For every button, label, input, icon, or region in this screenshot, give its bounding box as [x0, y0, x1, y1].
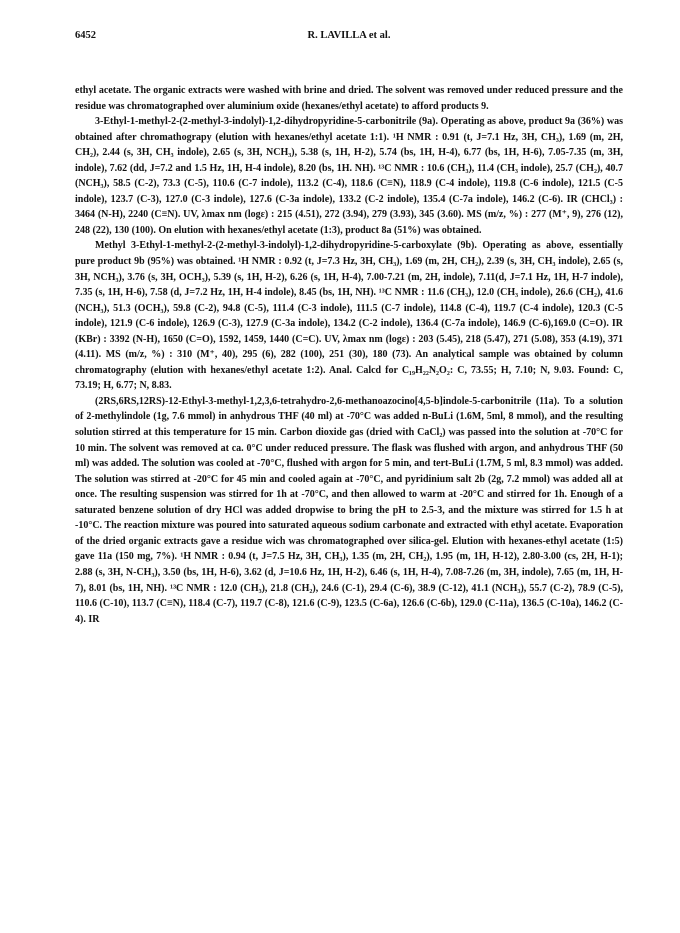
article-body — [75, 83, 623, 627]
paragraph-workup: ethyl acetate. The organic extracts were washed with brine and dried. The solvent was removed under reduced pressure and the residue was chromatographed over aluminium oxide (hexanes/ethyl acetate) to afford products 9. — [75, 85, 623, 112]
paragraph-compound-9a: 3-Ethyl-1-methyl-2-(2-methyl-3-indolyl)-1,2-dihydropyridine-5-carbonitrile (9a). Operating as above, product 9a (36%) was obtained after chromathograpy (elution with hexanes/ethyl acetate 1:1). ¹H NMR : 0.91 (t, J=7.1 Hz, 3H, CH₃), 1.69 (m, 2H, CH₂), 2.44 (s, 3H, CH₃ indole), 2.65 (s, 3H, NCH₃), 5.38 (s, 1H, H-2), 5.74 (bs, 1H, H-4), 6.77 (bs, 1H, H-6), 7.05-7.35 (m, 3H, indole), 7.62 (dd, J=7.2 and 1.5 Hz, 1H, H-4 indole), 8.20 (bs, 1H. NH). ¹³C NMR : 10.6 (CH₃), 11.4 (CH₃ indole), 25.7 (CH₂), 40.7 (NCH₃), 58.5 (C-2), 73.3 (C-5), 110.6 (C-7 indole), 113.2 (C-4), 118.6 (C≡N), 118.9 (C-4 indole), 119.8 (C-6 indole), 121.5 (C-5 indole), 123.7 (C-3), 127.0 (C-3 indole), 127.6 (C-3a indole), 133.2 (C-2 indole), 135.4 (C-7a indole), 146.2 (C-6). IR (CHCl₃) : 3464 (N-H), 2240 (C≡N). UV, λmax nm (logε) : 215 (4.51), 272 (3.94), 279 (3.93), 345 (3.60). MS (m/z, %) : 277 (M⁺, 9), 276 (12), 248 (22), 130 (100). On elution with hexanes/ethyl acetate (1:3), product 8a (51%) was obtained. — [75, 116, 623, 236]
running-head: R. LAVILLA et al. — [307, 30, 391, 41]
paragraph-compound-9b: Methyl 3-Ethyl-1-methyl-2-(2-methyl-3-indolyl)-1,2-dihydropyridine-5-carboxylate (9b). Operating as above, essentially pure product 9b (95%) was obtained. ¹H NMR : 0.92 (t, J=7.3 Hz, 3H, CH₃), 1.69 (m, 2H, CH₂), 2.39 (s, 3H, CH₃ indole), 2.65 (s, 3H, NCH₃), 3.76 (s, 3H, OCH₃), 5.39 (s, 1H, H-2), 6.26 (s, 1H, H-4), 7.00-7.21 (m, 2H, indole), 7.11(d, J=7.1 Hz, 1H, H-7 indole), 7.35 (s, 1H, H-6), 7.58 (d, J=7.2 Hz, 1H, H-4 indole), 8.45 (bs, 1H, NH). ¹³C NMR : 11.6 (CH₃), 12.0 (CH₃ indole), 26.6 (CH₂), 41.6 (NCH₃), 51.3 (OCH₃), 59.8 (C-2), 94.8 (C-5), 111.4 (C-3 indole), 111.5 (C-7 indole), 114.8 (C-4), 119.7 (C-4 indole), 120.3 (C-5 indole), 121.9 (C-6 indole), 126.9 (C-3), 127.9 (C-3a indole), 134.2 (C-2 indole), 136.4 (C-7a indole), 146.9 (C-6),169.0 (C=O). IR (KBr) : 3392 (N-H), 1650 (C=O), 1592, 1459, 1440 (C=C). UV, λmax nm (logε) : 203 (5.45), 218 (5.47), 271 (5.08), 353 (4.19), 371 (4.11). MS (m/z, %) : 310 (M⁺, 40), 295 (6), 282 (100), 251 (30), 180 (73). An analytical sample was obtained by column chromatography (elution with hexanes/ethyl acetate 1:2). Anal. Calcd for C₁₉H₂₂N₂O₂: C, 73.55; H, 7.10; N, 9.03. Found: C, 73.19; H, 6.77; N, 8.83. — [75, 240, 623, 392]
page-number: 6452 — [75, 30, 96, 41]
page-header — [75, 30, 623, 46]
paragraph-compound-11a: (2RS,6RS,12RS)-12-Ethyl-3-methyl-1,2,3,6-tetrahydro-2,6-methanoazocino[4,5-b]indole-5-carbonitrile (11a). To a solution of 2-methylindole (1g, 7.6 mmol) in anhydrous THF (40 ml) at -70°C was added n-BuLi (1.6M, 5ml, 8 mmol), and the resulting solution stirred at this temperature for 15 min. Carbon dioxide gas (dried with CaCl₂) was passed into the solution at -70°C for 10 min. The solvent was removed at ca. 0°C under reduced pressure. The flask was flushed with argon, and anhydrous THF (50 ml) was added. The solution was cooled at -70°C, flushed with argon for 5 min, and tert-BuLi (1.7M, 5 ml, 8.3 mmol) was added. The solution was stirred at -20°C for 45 min and cooled again at -70°C, and pyridinium salt 2b (2g, 7.2 mmol) was added all at once. The resulting suspension was stirred for 1h at -70°C, and then allowed to warm at -20°C and stirred for 1h. Enough of a saturated benzene solution of dry HCl was added dropwise to bring the pH to 2.5-3, and the mixture was stirred for 1.5 h at -10°C. The reaction mixture was poured into saturated aqueous sodium carbonate and extracted with ethyl acetate. Evaporation of the dried organic extracts gave a residue wich was chromatographed over silica-gel. Elution with hexanes-ethyl acetate (1:5) gave 11a (150 mg, 7%). ¹H NMR : 0.94 (t, J=7.5 Hz, 3H, CH₃), 1.35 (m, 2H, CH₂), 1.95 (m, 1H, H-12), 2.80-3.00 (cs, 2H, H-1); 2.88 (s, 3H, N-CH₃), 3.50 (bs, 1H, H-6), 3.62 (d, J=10.6 Hz, 1H, H-2), 6.46 (s, 1H, H-4), 7.08-7.26 (m, 3H, indole), 7.65 (m, 1H, H-7), 8.01 (bs, 1H, NH). ¹³C NMR : 12.0 (CH₃), 21.8 (CH₂), 24.6 (C-1), 29.4 (C-6), 38.9 (C-12), 41.1 (NCH₃), 55.7 (C-2), 78.9 (C-5), 110.6 (C-10), 113.7 (C≡N), 118.4 (C-7), 119.7 (C-8), 121.6 (C-9), 123.5 (C-6a), 126.6 (C-6b), 129.0 (C-11a), 136.5 (C-10a), 146.2 (C-4). IR — [75, 395, 623, 625]
